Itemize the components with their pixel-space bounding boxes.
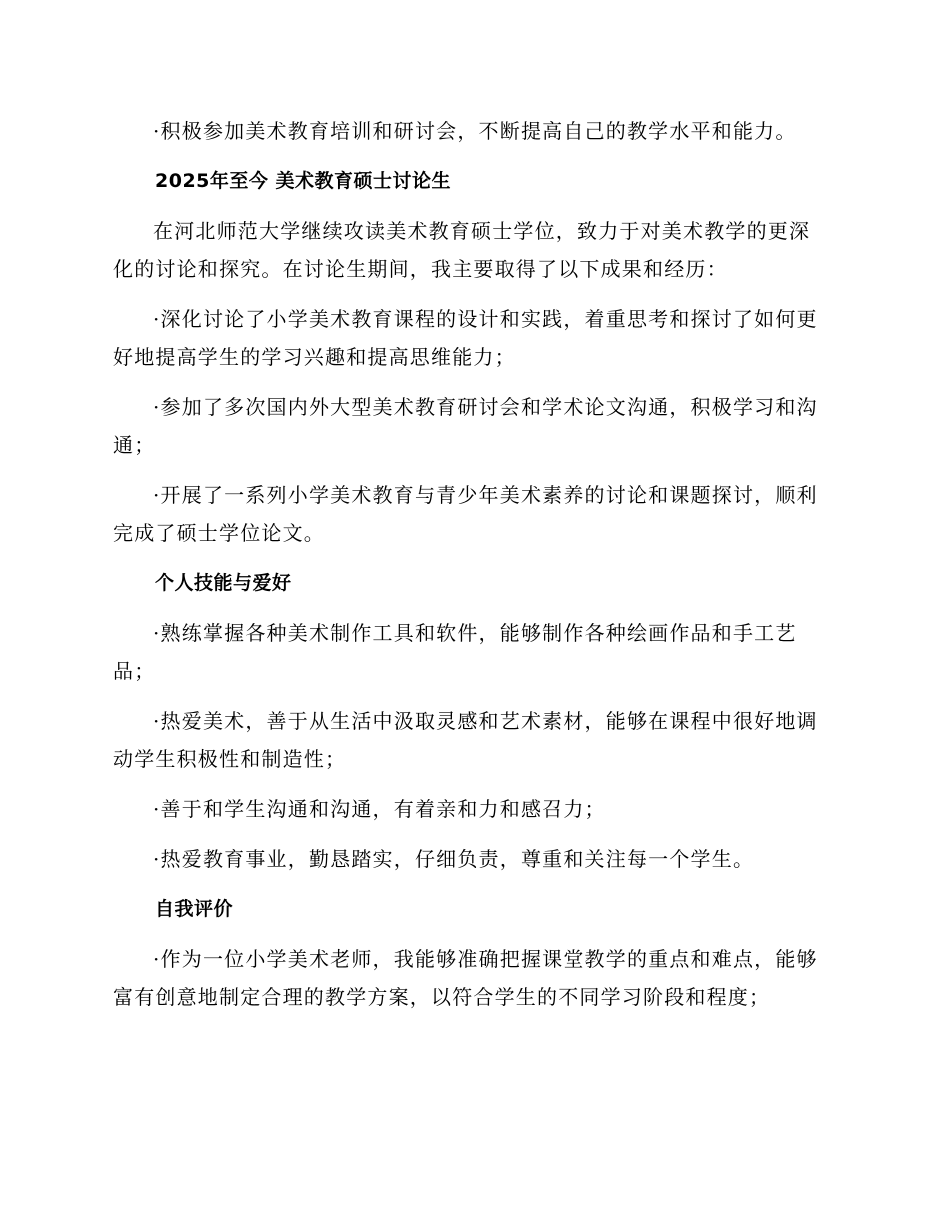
bullet-paragraph: ·深化讨论了小学美术教育课程的设计和实践，着重思考和探讨了如何更好地提高学生的学习兴趣和提高思维能力； [113, 307, 818, 369]
bullet-paragraph: ·积极参加美术教育培训和研讨会，不断提高自己的教学水平和能力。 [153, 119, 797, 143]
bullet-paragraph: ·开展了一系列小学美术教育与青少年美术素养的讨论和课题探讨，顺利完成了硕士学位论文。 [113, 483, 818, 545]
bullet-paragraph: ·热爱教育事业，勤恳踏实，仔细负责，尊重和关注每一个学生。 [153, 847, 755, 871]
section-heading-self-evaluation: 自我评价 [155, 898, 234, 920]
document-body [113, 112, 825, 1028]
bullet-paragraph: ·参加了多次国内外大型美术教育研讨会和学术论文沟通，积极学习和沟通； [113, 395, 818, 457]
bullet-paragraph: ·热爱美术，善于从生活中汲取灵感和艺术素材，能够在课程中很好地调动学生积极性和制造性； [113, 709, 818, 771]
body-paragraph: 在河北师范大学继续攻读美术教育硕士学位，致力于对美术教学的更深化的讨论和探究。在讨论生期间，我主要取得了以下成果和经历： [113, 219, 811, 281]
section-heading-masters: 2025年至今 美术教育硕士讨论生 [155, 170, 451, 192]
bullet-paragraph: ·善于和学生沟通和沟通，有着亲和力和感召力； [153, 797, 606, 821]
bullet-paragraph: ·熟练掌握各种美术制作工具和软件，能够制作各种绘画作品和手工艺品； [113, 621, 797, 683]
section-heading-skills: 个人技能与爱好 [155, 572, 292, 594]
bullet-paragraph: ·作为一位小学美术老师，我能够准确把握课堂教学的重点和难点，能够富有创意地制定合理的教学方案，以符合学生的不同学习阶段和程度； [113, 947, 818, 1009]
